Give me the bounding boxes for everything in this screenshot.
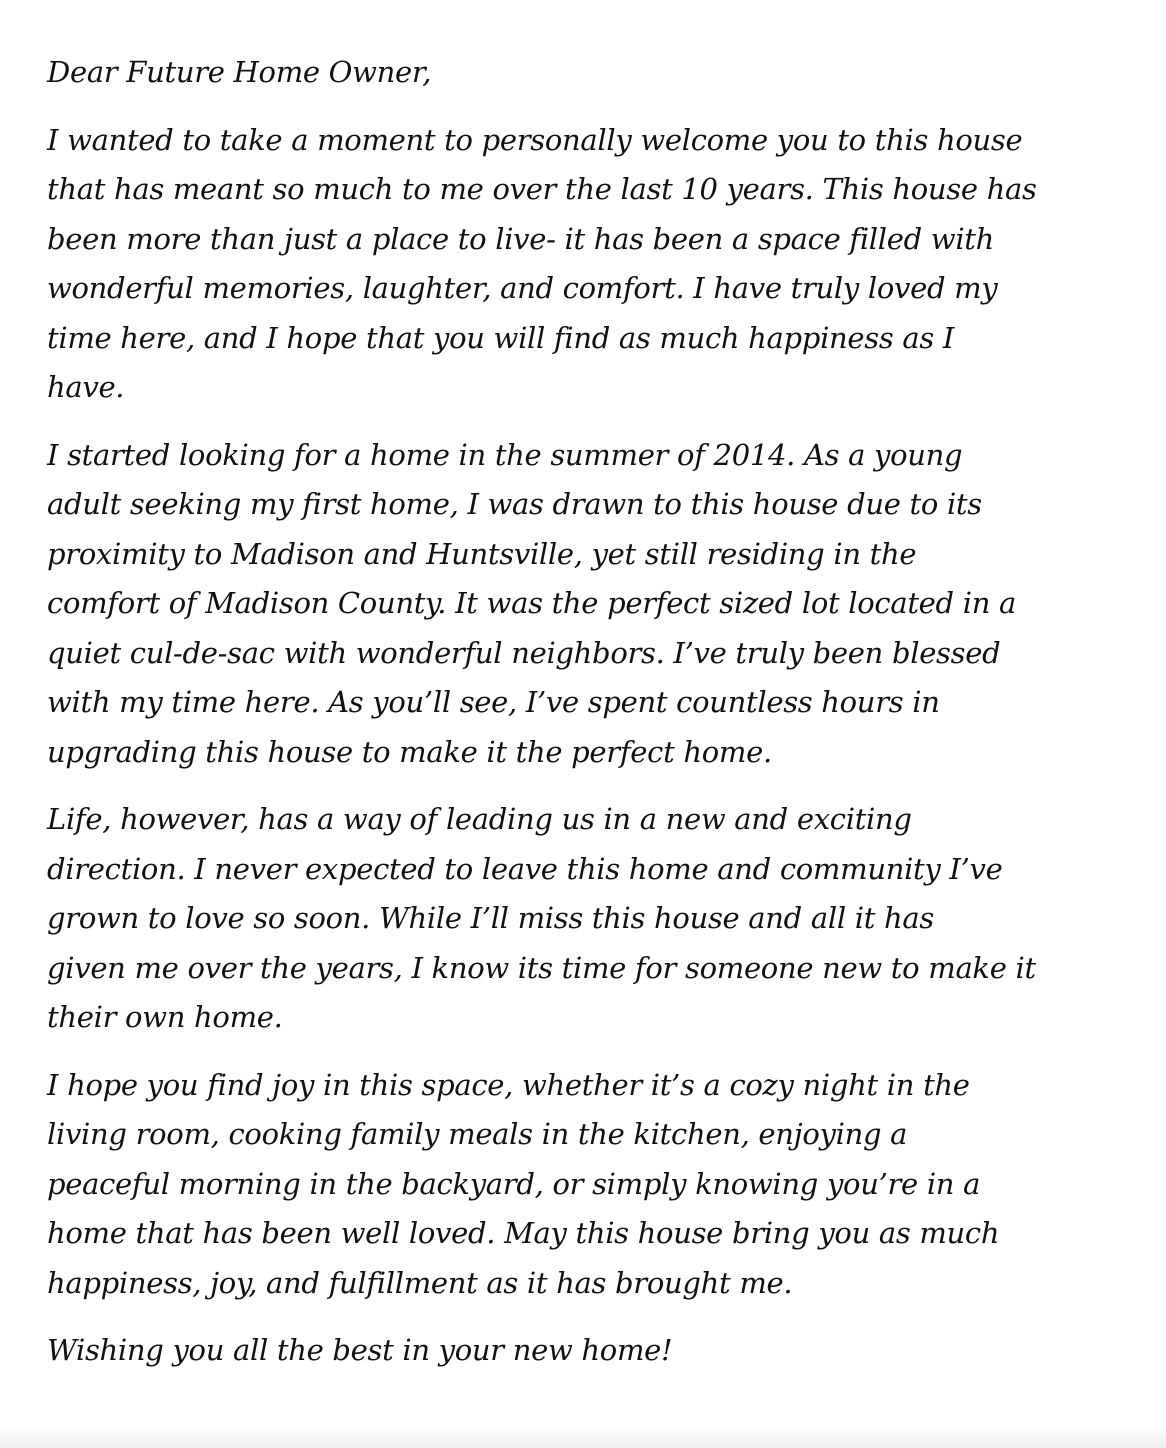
paragraph-line: with my time here. As you’ll see, I’ve spent countless hours in — [47, 685, 940, 719]
paragraph-line: grown to love so soon. While I’ll miss this house and all it has — [47, 901, 934, 935]
paragraph-line: I hope you find joy in this space, whether it’s a cozy night in the — [47, 1067, 970, 1102]
page-bottom-shadow — [0, 1426, 1166, 1448]
paragraph-wishes — [47, 1061, 1125, 1309]
paragraph-line: upgrading this house to make it the perfect home. — [47, 734, 772, 769]
paragraph-line: home that has been well loved. May this house bring you as much — [47, 1216, 1000, 1250]
paragraph-line: peaceful morning in the backyard, or simply knowing you’re in a — [47, 1166, 981, 1201]
paragraph-line: I wanted to take a moment to personally welcome you to this house — [47, 122, 1023, 157]
paragraph-line: living room, cooking family meals in the kitchen, enjoying a — [47, 1117, 908, 1151]
paragraph-line: quiet cul-de-sac with wonderful neighbors. I’ve truly been blessed — [47, 635, 1001, 670]
paragraph-line: been more than just a place to live- it has been a space filled with — [47, 221, 995, 256]
paragraph-line: have. — [47, 370, 125, 404]
paragraph-moving-on — [47, 795, 1125, 1043]
paragraph-line: Life, however, has a way of leading us in a new and exciting — [47, 802, 912, 836]
paragraph-line: adult seeking my first home, I was drawn to this house due to its — [47, 487, 982, 521]
paragraph-line: their own home. — [47, 1000, 283, 1034]
paragraph-line: wonderful memories, laughter, and comfort. I have truly loved my — [47, 271, 998, 305]
closing-line: Wishing you all the best in your new home! — [47, 1333, 673, 1367]
paragraph-line: comfort of Madison County. It was the perfect sized lot located in a — [47, 586, 1016, 620]
letter-body — [47, 48, 1125, 1376]
paragraph-history — [47, 431, 1125, 778]
paragraph-line: direction. I never expected to leave this home and community I’ve — [47, 851, 1003, 886]
paragraph-line: given me over the years, I know its time for someone new to make it — [47, 950, 1036, 985]
paragraph-welcome — [47, 116, 1125, 413]
paragraph-line: happiness, joy, and fulfillment as it has brought me. — [47, 1265, 793, 1300]
paragraph-line: proximity to Madison and Huntsville, yet still residing in the — [47, 536, 917, 571]
salutation: Dear Future Home Owner, — [47, 55, 432, 89]
paragraph-line: I started looking for a home in the summer of 2014. As a young — [47, 437, 963, 472]
paragraph-line: that has meant so much to me over the last 10 years. This house has — [47, 172, 1037, 206]
paragraph-line: time here, and I hope that you will find as much happiness as I — [47, 320, 955, 355]
